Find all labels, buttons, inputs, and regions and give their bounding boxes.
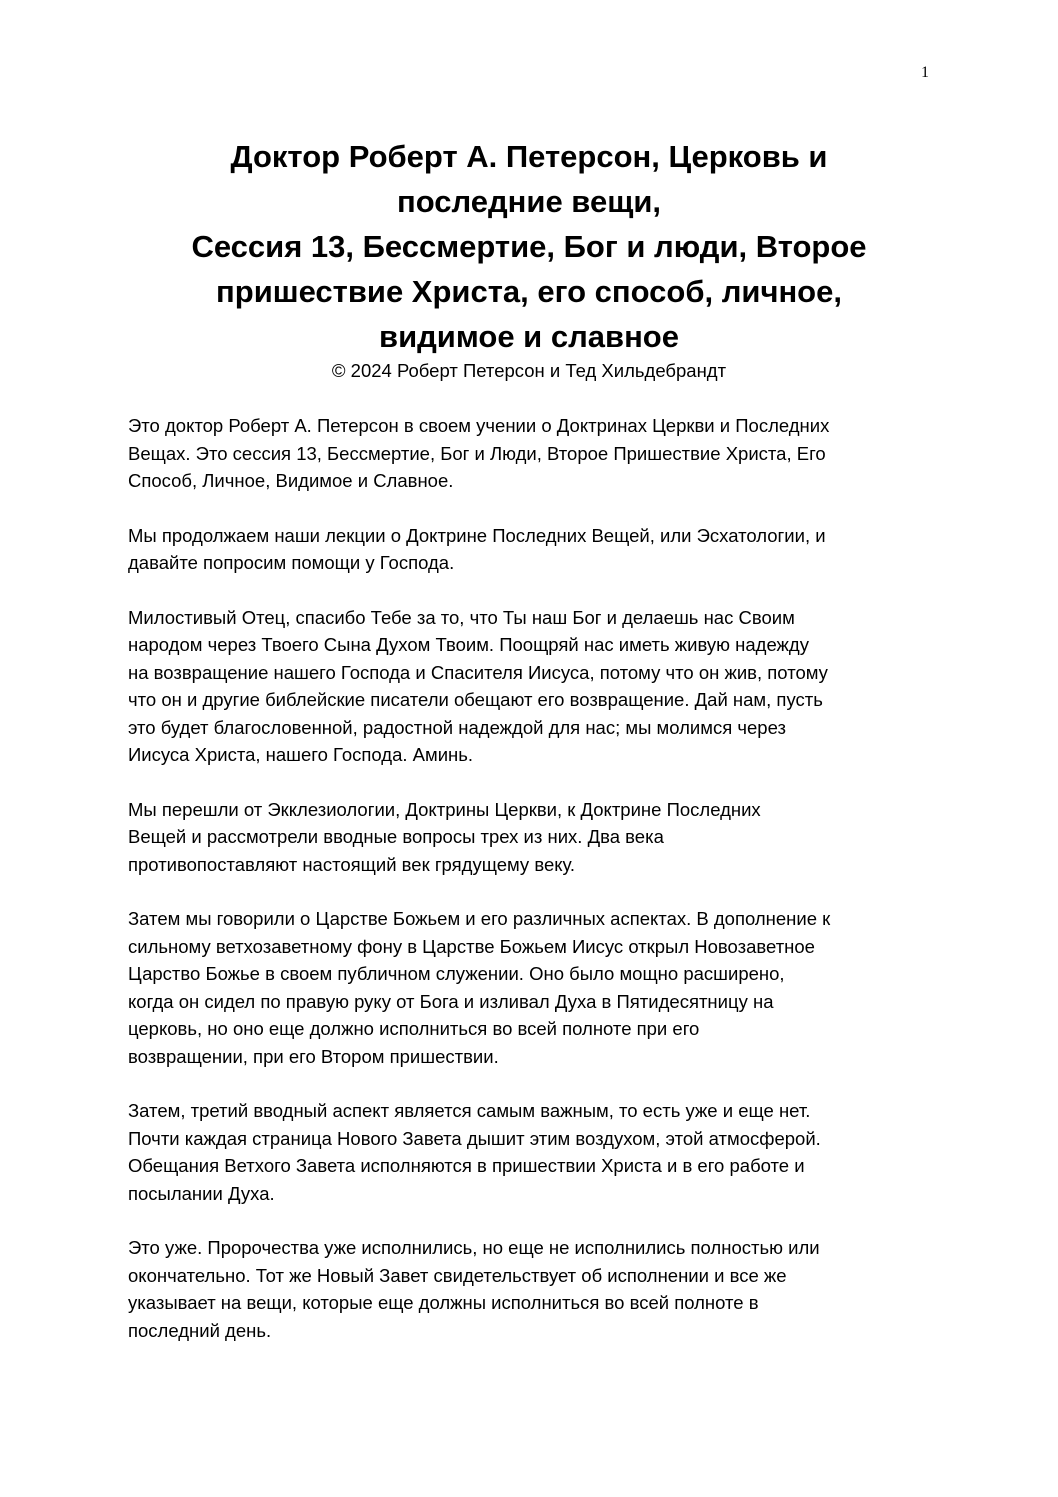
title-line: Доктор Роберт А. Петерсон, Церковь и	[230, 139, 828, 174]
text-line: Вещах. Это сессия 13, Бессмертие, Бог и Люди, Второе Пришествие Христа, Его	[128, 442, 826, 464]
page-number: 1	[921, 64, 929, 81]
text-line: Способ, Личное, Видимое и Славное.	[128, 470, 454, 491]
title-line: пришествие Христа, его способ, личное,	[216, 274, 842, 309]
text-line: на возвращение нашего Господа и Спасителя Иисуса, потому что он жив, потому	[128, 661, 828, 683]
paragraph	[128, 604, 938, 769]
text-line: Это уже. Пророчества уже исполнились, но еще не исполнились полностью или	[128, 1237, 820, 1258]
text-line: церковь, но оно еще должно исполниться во всей полноте при его	[128, 1018, 700, 1039]
title-line: Сессия 13, Бессмертие, Бог и люди, Второе	[191, 229, 867, 264]
copyright-notice: © 2024 Роберт Петерсон и Тед Хильдебрандт	[331, 360, 727, 381]
paragraph	[128, 796, 938, 879]
paragraph	[128, 905, 938, 1070]
text-line: окончательно. Тот же Новый Завет свидетельствует об исполнении и все же	[128, 1264, 787, 1286]
text-line: Мы перешли от Экклезиологии, Доктрины Церкви, к Доктрине Последних	[128, 798, 761, 820]
text-line: Это доктор Роберт А. Петерсон в своем учении о Доктринах Церкви и Последних	[128, 415, 830, 436]
text-line: когда он сидел по правую руку от Бога и изливал Духа в Пятидесятницу на	[128, 990, 774, 1012]
text-line: это будет благословенной, радостной надеждой для нас; мы молимся через	[128, 716, 786, 738]
text-line: сильному ветхозаветному фону в Царстве Божьем Иисус открыл Новозаветное	[128, 935, 815, 957]
text-line: Вещей и рассмотрели вводные вопросы трех из них. Два века	[128, 826, 664, 847]
text-line: давайте попросим помощи у Господа.	[128, 552, 455, 573]
text-line: Затем, третий вводный аспект является самым важным, то есть уже и еще нет.	[128, 1100, 811, 1121]
text-line: народом через Твоего Сына Духом Твоим. Поощряй нас иметь живую надежду	[128, 634, 809, 655]
paragraph	[128, 1097, 938, 1207]
text-line: посылании Духа.	[128, 1182, 275, 1204]
title-line: последние вещи,	[396, 184, 662, 219]
paragraph	[128, 522, 938, 577]
text-line: Затем мы говорили о Царстве Божьем и его различных аспектах. В дополнение к	[128, 908, 831, 929]
text-line: Иисуса Христа, нашего Господа. Аминь.	[128, 744, 474, 765]
document-body	[128, 412, 938, 1371]
text-line: что он и другие библейские писатели обещают его возвращение. Дай нам, пусть	[128, 689, 823, 710]
text-line: Почти каждая страница Нового Завета дышит этим воздухом, этой атмосферой.	[128, 1127, 821, 1149]
paragraph	[128, 412, 938, 495]
text-line: Обещания Ветхого Завета исполняются в пришествии Христа и в его работе и	[128, 1155, 805, 1176]
paragraph	[128, 1234, 938, 1344]
title-line: видимое и славное	[379, 319, 679, 354]
text-line: Царство Божье в своем публичном служении. Оно было мощно расширено,	[128, 963, 785, 984]
document-title	[100, 134, 958, 359]
text-line: Милостивый Отец, спасибо Тебе за то, что Ты наш Бог и делаешь нас Своим	[128, 606, 795, 628]
text-line: возвращении, при его Втором пришествии.	[128, 1045, 499, 1067]
text-line: противопоставляют настоящий век грядущему веку.	[128, 853, 576, 875]
text-line: Мы продолжаем наши лекции о Доктрине Последних Вещей, или Эсхатологии, и	[128, 524, 826, 546]
text-line: указывает на вещи, которые еще должны исполниться во всей полноте в	[128, 1292, 759, 1313]
text-line: последний день.	[128, 1319, 272, 1341]
